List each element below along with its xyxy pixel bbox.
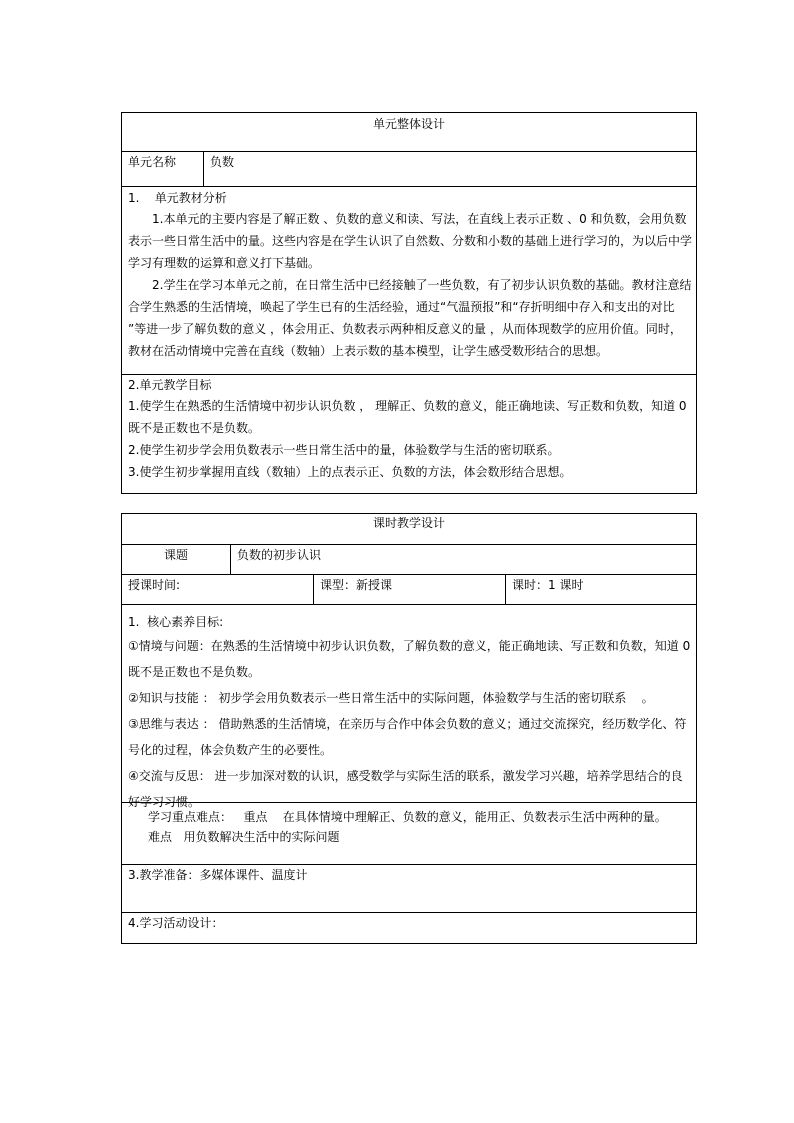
- topic-label: 课题: [122, 545, 231, 574]
- core-goals-row: [122, 605, 696, 809]
- activity-title: 4.学习活动设计：: [128, 916, 224, 930]
- unit-name-label: 单元名称: [122, 152, 204, 186]
- unit-design-table: [121, 112, 697, 494]
- lesson-design-header-row: [122, 514, 696, 545]
- lesson-design-table: [121, 513, 697, 944]
- activity-row: [122, 913, 696, 941]
- analysis-paragraph-2: 2.学生在学习本单元之前，在日常生活中已经接触了一些负数，有了初步认识负数的基础。教材注意结合学生熟悉的生活情境，唤起了学生已有的生活经验，通过“气温预报”和“存折明细中存入和支出的对比 ”等进一步了解负数的意义 ，体会用正、负数表示两种相反意义的量 ，从而体现数学的应用价值。同时，教材在活动情境中完善在直线（数轴）上表示数的基本模型，让学生感受数形结合的思想。: [128, 278, 692, 358]
- type-label: 课型：新授课: [314, 575, 506, 604]
- schedule-row: [122, 575, 696, 605]
- difficulty-line: 难点 用负数解决生活中的实际问题: [148, 830, 340, 844]
- unit-name-row: [122, 152, 696, 187]
- topic-row: [122, 545, 696, 575]
- unit-design-header: 单元整体设计: [372, 117, 445, 131]
- unit-design-header-row: [122, 113, 696, 152]
- key-points-row: [122, 803, 696, 865]
- goal-item: 2.使学生初步学会用负数表示一些日常生活中的量，体验数学与生活的密切联系。: [128, 443, 560, 457]
- core-goal-item: ③思维与表达 ： 借助熟悉的生活情境，在亲历与合作中体会负数的意义；通过交流探究，经历数学化、符号化的过程，体会负数产生的必要性。: [128, 717, 687, 757]
- analysis-row: [122, 187, 696, 375]
- core-goal-item: ②知识与技能 ： 初步学会用负数表示一些日常生活中的实际问题，体验数学与生活的密切联系 。: [128, 691, 654, 705]
- core-goal-item: ④交流与反思： 进一步加深对数的认识，感受数学与实际生活的联系，激发学习兴趣，培养学思结合的良好学习习惯。: [128, 769, 683, 809]
- analysis-title: 1. 单元教材分析: [128, 191, 227, 205]
- period-label: 课时：1 课时: [512, 578, 584, 592]
- preparation-row: [122, 865, 696, 913]
- topic-value: 负数的初步认识: [237, 548, 322, 562]
- core-goals-title: 1. 核心素养目标:: [128, 615, 224, 629]
- goals-row: [122, 375, 696, 493]
- core-goal-item: ①情境与问题：在熟悉的生活情境中初步认识负数，了解负数的意义，能正确地读、写正数和负数，知道 0 既不是正数也不是负数。: [128, 639, 691, 679]
- goal-item: 3.使学生初步掌握用直线（数轴）上的点表示正、负数的方法，体会数形结合思想。: [128, 465, 572, 479]
- analysis-paragraph-1: 1.本单元的主要内容是了解正数 、负数的意义和读、写法，在直线上表示正数 、0 和负数，会用负数表示一些日常生活中的量。这些内容是在学生认识了自然数、分数和小数的基础上进行学习的，为以后中学学习有理数的运算和意义打下基础。: [128, 212, 693, 270]
- time-label: 授课时间:: [122, 575, 314, 604]
- goals-title: 2.单元教学目标: [128, 378, 212, 392]
- lesson-design-header: 课时教学设计: [372, 516, 445, 530]
- key-point-line: 学习重点难点： 重点 在具体情境中理解正、负数的意义，能用正、负数表示生活中两种的量。: [148, 810, 667, 824]
- preparation-text: 3.教学准备：多媒体课件、温度计: [128, 868, 308, 882]
- goal-item: 1.使学生在熟悉的生活情境中初步认识负数 ， 理解正、负数的意义，能正确地读、写正数和负数，知道 0 既不是正数也不是负数。: [128, 399, 687, 435]
- unit-name-value: 负数: [210, 155, 235, 169]
